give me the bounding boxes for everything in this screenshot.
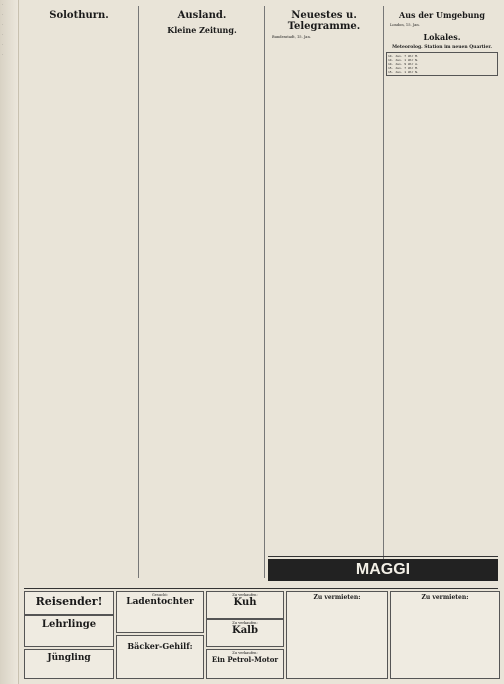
ad-kuh xyxy=(206,591,284,619)
section-heading-ausland: Ausland. xyxy=(177,10,227,21)
ad-subtitle: Gesucht: xyxy=(151,593,169,597)
ad-reisender xyxy=(24,591,114,615)
weather-table-title: Meteorolog. Station im neuen Quartier. xyxy=(392,44,492,50)
ad-zu-vermieten-2 xyxy=(390,591,500,679)
left-fold-strip: · · · · · · xyxy=(0,0,19,684)
ad-subtitle: Zu verkaufen: xyxy=(232,651,258,655)
column-rule xyxy=(264,6,265,578)
column-rule xyxy=(138,6,139,578)
ad-title: Jüngling xyxy=(47,653,91,663)
section-heading-lokales: Lokales. xyxy=(423,31,461,42)
maggi-logo: MAGGI xyxy=(268,559,498,581)
ad-title: Kalb xyxy=(232,625,258,637)
section-heading-umgebung: Aus der Umgebung xyxy=(399,10,485,20)
section-heading-neuestes: Neuestes u. Telegramme. xyxy=(287,10,361,32)
ad-baeckerei xyxy=(116,635,204,679)
ad-title: Lehrlinge xyxy=(41,619,97,630)
ad-lehrlinge xyxy=(24,615,114,647)
table-row: 14. Jan. 9 Uhr A. xyxy=(388,61,419,66)
weather-table xyxy=(386,52,498,76)
column-3 xyxy=(268,6,380,550)
ad-title: Ladentochter xyxy=(126,597,194,608)
ad-text xyxy=(287,601,387,605)
ad-zu-vermieten xyxy=(286,591,388,679)
ad-title: Bäcker-Gehilf: xyxy=(127,641,193,651)
ad-ladentochter xyxy=(116,591,204,633)
ad-jungling xyxy=(24,649,114,679)
section-heading-kleine-zeitung: Kleine Zeitung. xyxy=(167,25,237,35)
ad-text xyxy=(391,601,499,605)
ad-title: Reisender! xyxy=(35,595,103,608)
column-4 xyxy=(386,6,498,578)
dateline-bundesstadt: Bundesstadt, 15. Jan. xyxy=(272,35,311,39)
section-heading-solothurn: Solothurn. xyxy=(49,10,109,21)
table-row: 15. Jan. 7 Uhr M. xyxy=(388,65,419,70)
ad-title: Ein Petrol-Motor xyxy=(211,655,279,665)
advertisements xyxy=(24,588,498,681)
table-row: 14. Jan. 1 Uhr N. xyxy=(388,57,419,62)
ad-subtitle: Zu verkaufen: xyxy=(232,621,258,625)
column-rule xyxy=(383,6,384,578)
maggi-ad-strip xyxy=(268,556,498,587)
column-2 xyxy=(143,6,261,584)
ad-petrol-motor xyxy=(206,649,284,679)
dateline-london: London, 15. Jan. xyxy=(390,23,420,27)
ad-title: Zu vermieten: xyxy=(313,594,361,601)
table-row: 14. Jan. 7 Uhr M. xyxy=(388,53,419,58)
ad-subtitle: Zu verkaufen: xyxy=(232,593,258,597)
ad-title: Zu vermieten: xyxy=(421,594,469,601)
column-1 xyxy=(24,6,134,584)
table-row: 15. Jan. 1 Uhr N. xyxy=(388,69,419,74)
ad-title: Kuh xyxy=(233,597,257,609)
ad-kalb xyxy=(206,619,284,647)
